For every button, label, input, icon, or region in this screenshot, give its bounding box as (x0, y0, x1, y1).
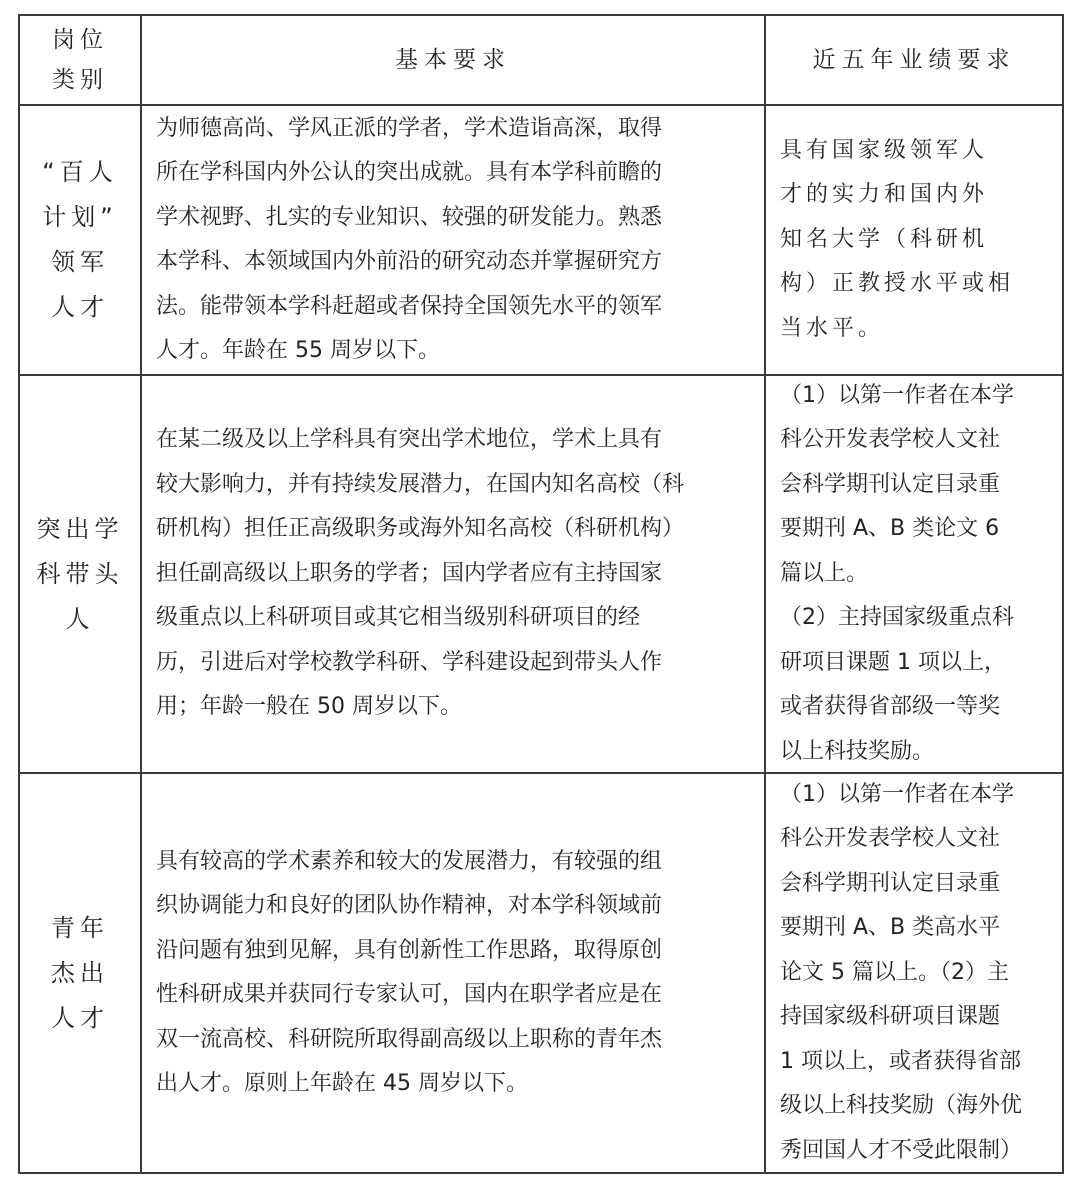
row-1-performance-cell (780, 106, 1062, 374)
row-1-basic-cell (156, 106, 762, 374)
row-1-category-cell (20, 106, 140, 374)
row-2-performance: （1）以第一作者在本学 科公开发表学校人文社 会科学期刊认定目录重 要期刊 A、B 类论文 6 篇以上。 （2）主持国家级重点科 研项目课题 1 项以上， 或者获得省部级一等奖 以上科技奖励。 (780, 382, 1014, 764)
row-2-performance-cell (780, 376, 1062, 772)
row-2-basic: 在某二级及以上学科具有突出学术地位，学术上具有 较大影响力，并有持续发展潜力，在国内知名高校（科 研机构）担任正高级职务或海外知名高校（科研机构） 担任副高级以上职务的学者；国内学者应有主持国家 级重点以上科研项目或其它相当级别科研项目的经 历，引进后对学校教学科研、学科建设起到带头人作 用；年龄一般在 50 周岁以下。 (156, 427, 685, 720)
row-1-performance: 具有国家级领军人 才的实力和国内外 知名大学（科研机 构）正教授水平或相 当水平。 (780, 137, 1015, 341)
row-3-basic-cell (156, 774, 762, 1172)
row-3-basic: 具有较高的学术素养和较大的发展潜力，有较强的组 织协调能力和良好的团队协作精神，对本学科领域前 沿问题有独到见解，具有创新性工作思路，取得原创 性科研成果并获同行专家认可，国内在职学者应是在 双一流高校、科研院所取得副高级以上职称的青年杰 出人才。原则上年龄在 45 周岁以下。 (156, 848, 663, 1096)
header-basic: 基本要求 (395, 47, 511, 73)
row-1-category: “百人 计划” 领军 人才 (42, 158, 118, 321)
row-3-performance: （1）以第一作者在本学 科公开发表学校人文社 会科学期刊认定目录重 要期刊 A、B 类高水平 论文 5 篇以上。（2）主 持国家级科研项目课题 1 项以上，或者获得省部 级以上科技奖励（海外优 秀回国人才不受此限制） (780, 781, 1023, 1163)
header-performance: 近五年业绩要求 (812, 47, 1016, 73)
header-performance-cell (766, 16, 1062, 104)
row-3-category-cell (20, 774, 140, 1172)
row-2-basic-cell (156, 376, 762, 772)
header-category-cell (20, 16, 140, 104)
header-basic-cell (142, 16, 764, 104)
row-2-category: 突出学 科带头 人 (36, 514, 124, 633)
row-2-category-cell (20, 376, 140, 772)
row-3-performance-cell (780, 774, 1062, 1172)
column-divider (140, 16, 142, 1172)
row-1-basic: 为师德高尚、学风正派的学者，学术造诣高深，取得 所在学科国内外公认的突出成就。具有本学科前瞻的 学术视野、扎实的专业知识、较强的研发能力。熟悉 本学科、本领域国内外前沿的研究动态并掌握研究方 法。能带领本学科赶超或者保持全国领先水平的领军 人才。年龄在 55 周岁以下。 (156, 115, 663, 363)
header-category: 岗位 类别 (52, 27, 108, 93)
column-divider (764, 16, 766, 1172)
requirements-table (18, 14, 1064, 1174)
row-3-category: 青年 杰出 人才 (51, 913, 109, 1032)
